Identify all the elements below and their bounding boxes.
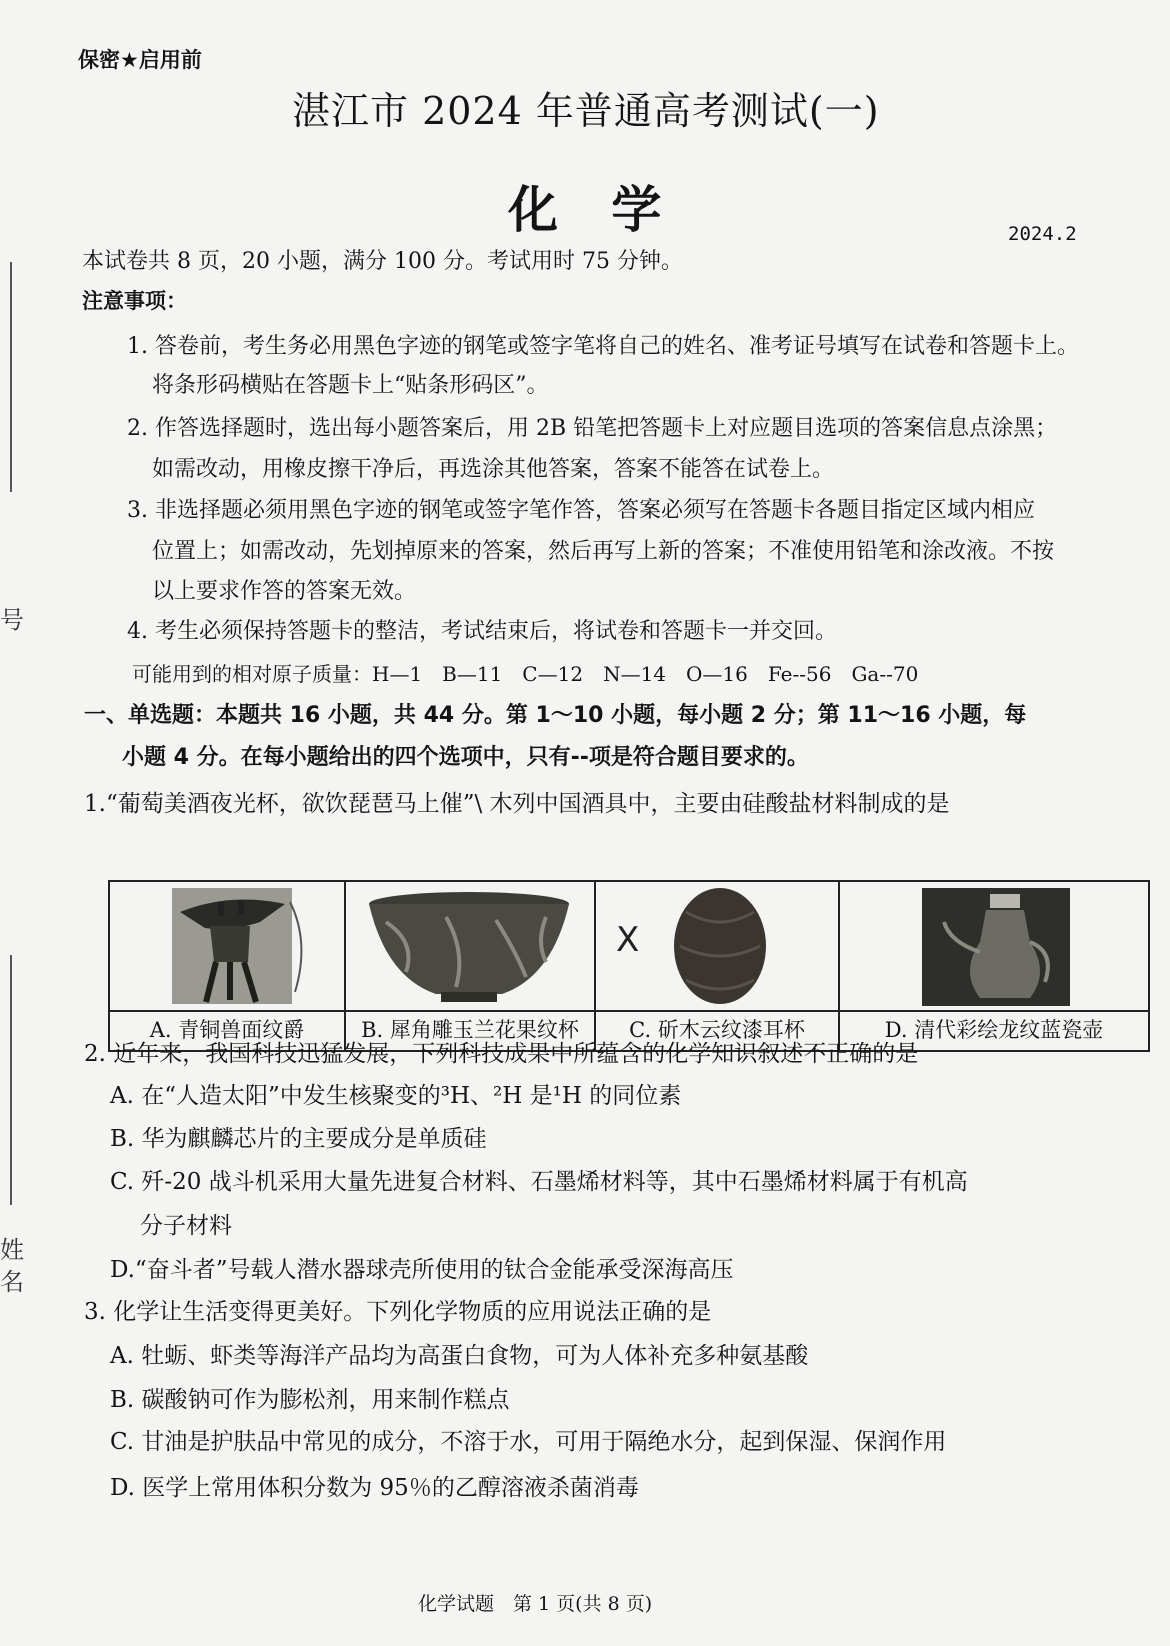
confidential-label: 保密★启用前 [78, 48, 202, 72]
notice-line: 如需改动，用橡皮擦干净后，再选涂其他答案，答案不能答在试卷上。 [152, 457, 835, 482]
exam-title: 湛江市 2024 年普通高考测试(一) [292, 89, 880, 133]
porcelain-pot-image [840, 882, 1148, 1012]
question-2-option-b: B. 华为麒麟芯片的主要成分是单质硅 [110, 1126, 487, 1152]
notice-line: 4. 考生必须保持答题卡的整洁，考试结束后，将试卷和答题卡一并交回。 [127, 619, 837, 644]
margin-char: 姓 [0, 1236, 24, 1264]
option-c-cell [596, 882, 840, 1050]
option-a-caption: A. 青铜兽面纹爵 [149, 1018, 305, 1042]
margin-line-middle [10, 955, 12, 1205]
notice-line: 2. 作答选择题时，选出每小题答案后，用 2B 铅笔把答题卡上对应题目选项的答案信息点涂黑； [127, 416, 1058, 441]
question-3-option-c: C. 甘油是护肤品中常见的成分，不溶于水，可用于隔绝水分，起到保湿、保润作用 [110, 1429, 947, 1455]
option-b-caption: B. 犀角雕玉兰花果纹杯 [361, 1018, 579, 1042]
page-footer: 化学试题 第 1 页(共 8 页) [418, 1593, 653, 1615]
question-2-stem: 2. 近年来，我国科技迅猛发展，下列科技成果中所蕴含的化学知识叙述不正确的是 [84, 1041, 919, 1067]
question-2-option-a: A. 在“人造太阳”中发生核聚变的³H、²H 是¹H 的同位素 [110, 1083, 682, 1109]
option-d-cell [840, 882, 1148, 1050]
question-3-stem: 3. 化学让生活变得更美好。下列化学物质的应用说法正确的是 [84, 1299, 712, 1325]
question-1-stem: 1.“葡萄美酒夜光杯，欲饮琵琶马上催”\ 木列中国酒具中，主要由硅酸盐材料制成的是 [84, 791, 950, 817]
question-2-option-d: D.“奋斗者”号载人潜水器球壳所使用的钛合金能承受深海高压 [110, 1257, 734, 1283]
rhino-horn-cup-image [346, 882, 594, 1012]
subject-title: 化 学 [508, 181, 680, 239]
notice-line: 位置上；如需改动，先划掉原来的答案，然后再写上新的答案；不准使用铅笔和涂改液。不按 [152, 539, 1055, 564]
option-d-caption: D. 清代彩绘龙纹蓝瓷壶 [884, 1018, 1104, 1042]
option-a-cell [110, 882, 346, 1050]
question-2-option-c-cont: 分子材料 [140, 1213, 232, 1239]
option-b-cell [346, 882, 596, 1050]
question-3-option-a: A. 牡蛎、虾类等海洋产品均为高蛋白食物，可为人体补充多种氨基酸 [110, 1343, 809, 1369]
notice-line: 1. 答卷前，考生务必用黑色字迹的钢笔或签字笔将自己的姓名、准考证号填写在试卷和答题卡上。 [127, 334, 1079, 359]
notice-line: 将条形码横贴在答题卡上“贴条形码区”。 [152, 373, 549, 398]
notice-heading: 注意事项： [82, 289, 187, 313]
exam-date: 2024.2 [1008, 223, 1077, 245]
atomic-mass-line: 可能用到的相对原子质量：H—1 B—11 C—12 N—14 O—16 Fe--56 Ga--70 [132, 662, 919, 686]
handwritten-x-mark: X [616, 920, 640, 960]
margin-char: 号 [0, 606, 24, 634]
bronze-jue-image [110, 882, 344, 1012]
question-3-option-b: B. 碳酸钠可作为膨松剂，用来制作糕点 [110, 1387, 510, 1413]
option-c-caption: C. 斫木云纹漆耳杯 [629, 1018, 805, 1042]
question-2-option-c: C. 歼-20 战斗机采用大量先进复合材料、石墨烯材料等，其中石墨烯材料属于有机高 [110, 1169, 968, 1195]
notice-line: 3. 非选择题必须用黑色字迹的钢笔或签字笔作答，答案必须写在答题卡各题目指定区域内相应 [127, 498, 1035, 523]
section-heading-cont: 小题 4 分。在每小题给出的四个选项中，只有--项是符合题目要求的。 [122, 745, 809, 770]
exam-intro: 本试卷共 8 页，20 小题，满分 100 分。考试用时 75 分钟。 [82, 249, 683, 274]
section-heading: 一、单选题：本题共 16 小题，共 44 分。第 1～10 小题，每小题 2 分；第 11～16 小题，每 [84, 703, 1027, 728]
margin-char: 名 [0, 1268, 24, 1296]
margin-line-top [10, 262, 12, 492]
question-1-option-table [108, 880, 1150, 1052]
notice-line: 以上要求作答的答案无效。 [152, 579, 417, 604]
question-3-option-d: D. 医学上常用体积分数为 95％的乙醇溶液杀菌消毒 [110, 1475, 639, 1501]
